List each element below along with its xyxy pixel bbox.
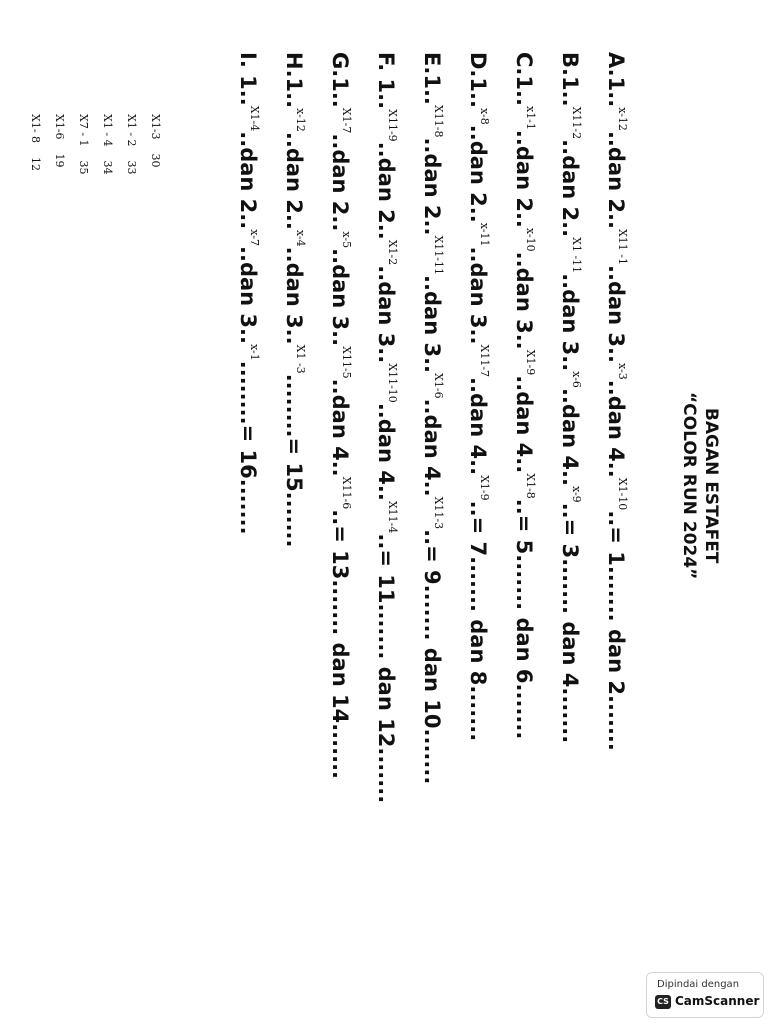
handwritten-answer: X11-4	[386, 500, 399, 534]
document-title	[678, 392, 722, 579]
dot-leader: ..	[420, 88, 444, 105]
dot-leader: .......	[604, 695, 628, 751]
row-connector: dan 3	[604, 280, 628, 348]
dot-leader: ..	[374, 347, 398, 364]
dot-leader: .......	[420, 584, 444, 641]
dot-leader: ..	[236, 245, 260, 262]
note-item	[77, 114, 90, 175]
row-connector: dan 4	[328, 394, 352, 461]
row-total: = 11	[374, 549, 398, 604]
dot-leader: ..	[374, 223, 398, 240]
dot-leader: ..	[558, 355, 582, 372]
relay-row	[374, 52, 398, 803]
row-connector: dan 2	[236, 147, 260, 214]
row-total: = 13	[328, 525, 352, 580]
dot-leader: .......	[604, 565, 628, 622]
handwritten-answer: X1 -3	[294, 344, 307, 374]
dot-leader: ..	[236, 131, 260, 148]
note-item	[53, 114, 66, 168]
dot-leader: ..	[236, 360, 260, 377]
dot-leader: ..	[558, 139, 582, 156]
dot-leader: ..	[420, 275, 444, 291]
row-label: A.1	[604, 52, 628, 92]
row-label: B.1	[558, 52, 582, 91]
dot-leader: ..	[328, 91, 352, 108]
row-connector: dan 3	[558, 289, 582, 356]
dot-leader: ..	[420, 357, 444, 374]
row-connector: dan 3	[420, 290, 444, 358]
dot-leader: ..	[374, 265, 398, 282]
note-value: 34	[101, 160, 114, 175]
row-connector: dan 3	[374, 281, 398, 348]
row-connector: dan 3	[236, 261, 260, 329]
dot-leader: ..	[604, 130, 628, 147]
relay-row	[282, 52, 306, 548]
dot-leader: ..	[512, 90, 536, 106]
handwritten-answer: X11-5	[340, 346, 353, 379]
title-line-2: “COLOR RUN 2024”	[679, 392, 699, 580]
handwritten-answer: x-7	[248, 229, 261, 246]
note-item	[149, 114, 162, 168]
row-label: E.1	[420, 52, 444, 89]
dot-leader: ..	[512, 333, 536, 350]
dot-leader: .......	[328, 579, 352, 636]
dot-leader: ..	[374, 484, 398, 501]
note-expression: X7 - 1	[77, 114, 90, 147]
row-connector: dan 4	[604, 395, 628, 462]
dot-leader: ..	[420, 398, 444, 415]
dot-leader: ..	[374, 402, 398, 419]
dot-leader: .......	[466, 556, 490, 612]
row-connector: dan 2	[466, 140, 490, 207]
row-total: = 5	[512, 514, 536, 555]
dot-leader: ..	[604, 212, 628, 229]
handwritten-answer: X11-10	[386, 363, 399, 403]
dot-leader: ..	[374, 533, 398, 550]
dot-leader: ..	[328, 378, 352, 395]
relay-row	[604, 52, 628, 751]
row-label: D.1	[466, 52, 490, 93]
relay-row	[328, 52, 352, 779]
row-connector: dan 4	[558, 403, 582, 470]
row-next: dan 2	[604, 628, 628, 696]
dot-leader: ..	[558, 502, 582, 519]
row-connector: dan 2	[558, 155, 582, 222]
row-connector: dan 3	[282, 262, 306, 329]
row-connector: dan 4	[512, 391, 536, 458]
dot-leader: ......	[236, 376, 260, 425]
handwritten-answer: x-8	[478, 108, 491, 125]
dot-leader: ..	[282, 373, 306, 390]
handwritten-answer: X11-7	[478, 344, 491, 378]
dot-leader: ..	[558, 387, 582, 404]
handwritten-answer: x-1	[248, 344, 261, 361]
row-total: = 9	[420, 545, 444, 585]
dot-leader: .......	[558, 687, 582, 744]
note-expression: X1-3	[149, 114, 162, 140]
dot-leader: ..	[558, 469, 582, 486]
dot-leader: ..	[558, 221, 582, 238]
row-connector: dan 2	[512, 145, 536, 212]
dot-leader: .......	[512, 683, 536, 740]
dot-leader: ..	[604, 379, 628, 396]
relay-row	[466, 52, 490, 741]
dot-leader: .......	[558, 558, 582, 615]
dot-leader: ..	[466, 124, 490, 141]
dot-leader: ..	[420, 480, 444, 497]
handwritten-answer: X1-9	[524, 349, 537, 376]
row-connector: dan 3	[466, 262, 490, 329]
handwritten-answer: x-6	[570, 371, 583, 388]
dot-leader: ..	[282, 92, 306, 109]
camscanner-badge	[646, 972, 764, 1018]
row-connector: dan 4	[420, 414, 444, 481]
row-total: = 7	[466, 516, 490, 557]
dot-leader: ..	[282, 328, 306, 345]
row-connector: dan 2	[328, 149, 352, 216]
dot-leader: ..	[466, 92, 490, 108]
handwritten-answer: X1-6	[432, 373, 445, 399]
note-expression: X1 - 4	[101, 114, 114, 147]
row-connector: dan 4	[374, 418, 398, 485]
row-label: F. 1	[374, 52, 398, 94]
dot-leader: .......	[282, 491, 306, 548]
row-label: C.1	[512, 52, 536, 91]
dot-leader: ..	[466, 377, 490, 394]
dot-leader: .......	[512, 554, 536, 611]
dot-leader: ..	[512, 129, 536, 146]
dot-leader: ..	[374, 93, 398, 110]
handwritten-answer: X11-2	[570, 106, 583, 140]
note-value: 12	[29, 157, 42, 172]
row-next: dan 8	[466, 619, 490, 686]
dot-leader: ..	[328, 330, 352, 347]
row-label: I. 1	[236, 52, 260, 90]
dot-leader: ..	[328, 509, 352, 526]
note-value: 35	[77, 160, 90, 175]
dot-leader: ..	[604, 510, 628, 527]
row-next: dan 6	[512, 617, 536, 684]
handwritten-answer: X1-4	[248, 105, 261, 132]
dot-leader: .......	[328, 723, 352, 780]
dot-leader: .......	[374, 747, 398, 804]
handwritten-answer: x-4	[294, 229, 307, 247]
handwritten-answer: x1-1	[524, 105, 537, 130]
note-expression: X1 - 2	[125, 114, 138, 147]
dot-leader: ..	[328, 248, 352, 265]
dot-leader: ..	[282, 213, 306, 230]
note-value: 30	[149, 153, 162, 168]
dot-leader: ..	[512, 498, 536, 515]
dot-leader: ..	[604, 91, 628, 108]
handwritten-answer: X1-8	[524, 473, 537, 499]
badge-caption: Dipindai dengan	[657, 979, 740, 990]
dot-leader: ..	[604, 347, 628, 364]
dot-leader: ..	[328, 460, 352, 477]
dot-leader: ..	[512, 457, 536, 474]
row-connector: dan 4	[466, 393, 490, 460]
dot-leader: ..	[466, 206, 490, 223]
handwritten-answer: X11-11	[432, 235, 445, 276]
dot-leader: ..	[604, 265, 628, 281]
dot-leader: ..	[604, 461, 628, 478]
dot-leader: ..	[282, 131, 306, 148]
dot-leader: ..	[558, 90, 582, 107]
row-label: G.1	[328, 52, 352, 92]
handwritten-answer: X11-3	[432, 496, 445, 530]
relay-row	[236, 52, 260, 535]
dot-leader: ..	[420, 137, 444, 154]
handwritten-answer: X1-7	[340, 107, 353, 134]
row-total: = 1	[604, 526, 628, 566]
note-value: 19	[53, 153, 66, 168]
row-next: dan 10	[420, 647, 444, 729]
handwritten-answer: x-12	[616, 107, 629, 131]
row-next: dan 12	[374, 666, 398, 748]
note-value: 33	[125, 160, 138, 175]
dot-leader: ..	[328, 133, 352, 150]
note-expression: X1-6	[53, 114, 66, 140]
row-label: H.1	[282, 52, 306, 93]
handwritten-answer: x-3	[616, 363, 629, 380]
dot-leader: ..	[374, 141, 398, 158]
dot-leader: ......	[282, 389, 306, 438]
dot-leader: ..	[420, 219, 444, 236]
dot-leader: .......	[236, 478, 260, 535]
relay-row	[420, 52, 444, 784]
handwritten-answer: x-5	[340, 231, 353, 249]
handwritten-answer: X11 -1	[616, 228, 629, 265]
dot-leader: .......	[420, 728, 444, 785]
dot-leader: ..	[236, 213, 260, 230]
handwritten-answer: X11-8	[432, 104, 445, 138]
handwritten-answer: X11-6	[340, 476, 353, 510]
relay-row	[558, 52, 582, 743]
note-item	[29, 114, 42, 171]
row-total: = 15	[282, 437, 306, 492]
handwritten-answer: x-11	[478, 222, 491, 247]
handwritten-answer: x-10	[524, 227, 537, 252]
dot-leader: .......	[466, 685, 490, 742]
camscanner-logo-icon: CS	[655, 995, 671, 1009]
dot-leader: ..	[466, 328, 490, 345]
handwritten-answer: x-12	[294, 108, 307, 132]
row-total: = 16	[236, 424, 260, 479]
dot-leader: ..	[466, 459, 490, 476]
dot-leader: ..	[236, 328, 260, 344]
row-next: dan 4	[558, 621, 582, 688]
dot-leader: ..	[282, 246, 306, 263]
dot-leader: .......	[374, 603, 398, 660]
dot-leader: ..	[328, 215, 352, 232]
row-next: dan 14	[328, 642, 352, 724]
dot-leader: ..	[466, 246, 490, 263]
row-total: = 3	[558, 518, 582, 559]
row-connector: dan 3	[328, 264, 352, 331]
dot-leader: ..	[420, 529, 444, 546]
handwritten-answer: X1 -11	[570, 237, 583, 274]
note-item	[101, 114, 114, 175]
dot-leader: ..	[236, 89, 260, 106]
title-line-1: BAGAN ESTAFET	[701, 407, 721, 564]
relay-row	[512, 52, 536, 739]
note-expression: X1- 8	[29, 114, 42, 144]
handwritten-answer: x-9	[570, 485, 583, 503]
dot-leader: ..	[512, 211, 536, 228]
dot-leader: ..	[466, 500, 490, 517]
dot-leader: ..	[512, 251, 536, 268]
handwritten-answer: X11-9	[386, 109, 399, 142]
note-item	[125, 114, 138, 175]
handwritten-answer: X1-10	[616, 477, 629, 511]
handwritten-answer: X1-9	[478, 475, 491, 501]
dot-leader: ..	[558, 273, 582, 290]
row-connector: dan 2	[604, 146, 628, 213]
dot-leader: ..	[512, 375, 536, 392]
badge-brand: CamScanner	[675, 994, 760, 1008]
row-connector: dan 2	[282, 147, 306, 214]
handwritten-answer: X1-2	[386, 239, 399, 266]
row-connector: dan 3	[512, 267, 536, 334]
row-connector: dan 2	[420, 153, 444, 220]
row-connector: dan 2	[374, 157, 398, 224]
